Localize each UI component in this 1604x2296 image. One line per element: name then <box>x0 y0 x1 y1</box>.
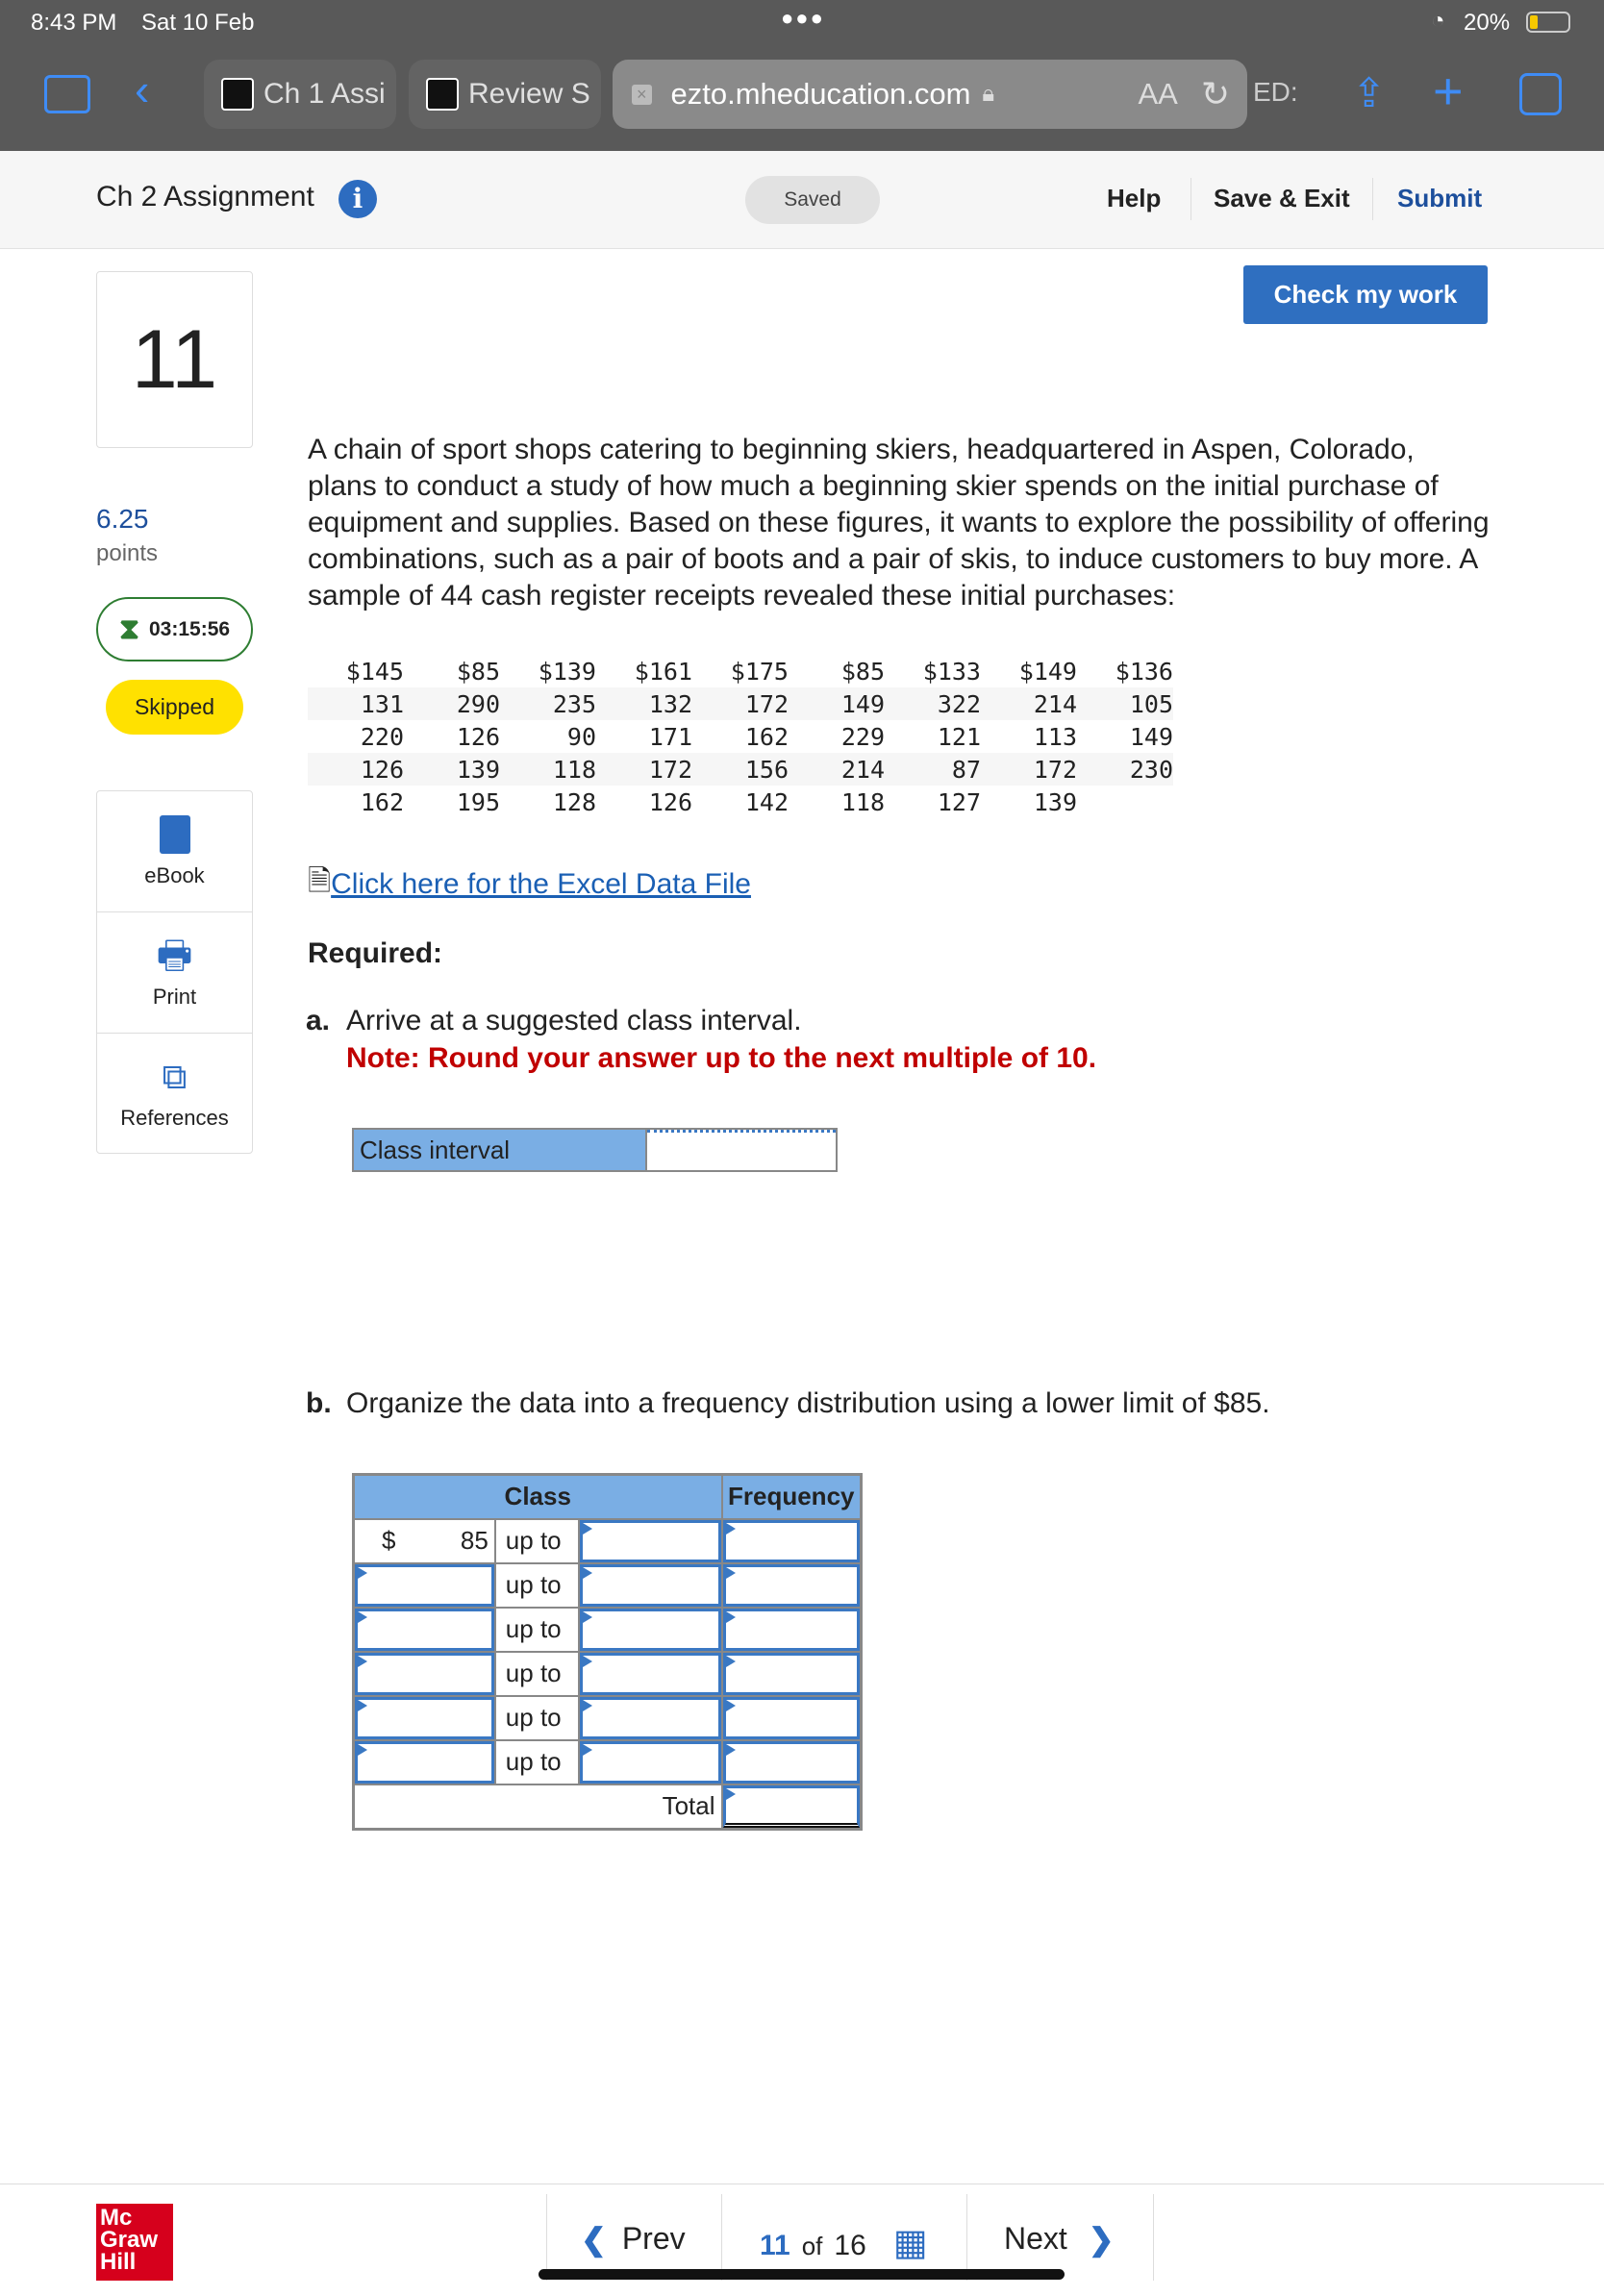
class-interval-input[interactable] <box>647 1130 836 1170</box>
back-icon[interactable]: ‹ <box>135 64 150 114</box>
of-label: of <box>801 2232 823 2260</box>
data-cell: 118 <box>840 787 885 816</box>
reload-icon[interactable]: ↻ <box>1200 74 1230 113</box>
data-cell: 162 <box>744 722 789 751</box>
tabs-overview-icon[interactable] <box>1519 73 1562 115</box>
battery-icon <box>1526 12 1570 33</box>
data-cell: $85 <box>456 657 500 686</box>
up-to-label: up to <box>495 1696 579 1740</box>
data-row <box>308 720 1173 753</box>
header-frequency: Frequency <box>722 1475 862 1519</box>
new-tab-icon[interactable]: + <box>1433 62 1464 120</box>
frequency-input[interactable] <box>723 1564 861 1607</box>
lower-limit-input[interactable] <box>355 1564 494 1607</box>
lower-limit-input[interactable] <box>355 1697 494 1739</box>
status-time: 8:43 PM <box>31 10 117 36</box>
total-label: Total <box>354 1784 722 1830</box>
data-cell: 290 <box>456 689 500 718</box>
data-cell: 214 <box>1033 689 1077 718</box>
class-interval-row <box>352 1128 838 1172</box>
chevron-right-icon: ❯ <box>1088 2222 1115 2257</box>
timer <box>96 597 253 661</box>
class-interval-label: Class interval <box>354 1130 647 1170</box>
upper-limit-input[interactable] <box>580 1653 720 1695</box>
lower-limit-value: 85 <box>460 1526 489 1555</box>
data-cell: 87 <box>951 755 981 784</box>
app-chart-icon <box>221 78 254 111</box>
divider <box>721 2194 722 2281</box>
data-cell: $145 <box>345 657 404 686</box>
data-cell: 131 <box>360 689 404 718</box>
dollar-sign: $ <box>382 1526 396 1555</box>
prev-button[interactable] <box>581 2221 686 2258</box>
data-cell: 90 <box>566 722 596 751</box>
part-b-label: b. <box>306 1387 332 1419</box>
save-exit-link[interactable]: Save & Exit <box>1214 184 1350 212</box>
upper-limit-input[interactable] <box>580 1609 720 1651</box>
question-number: 11 <box>96 271 253 448</box>
saved-badge: Saved <box>745 176 880 224</box>
part-a-note: Note: Round your answer up to the next multiple of 10. <box>346 1042 1097 1074</box>
data-cell: 322 <box>937 689 981 718</box>
data-cell: 118 <box>552 755 596 784</box>
data-cell: 128 <box>552 787 596 816</box>
tab-label: Review S <box>468 78 590 110</box>
total-frequency-input[interactable] <box>723 1785 861 1828</box>
up-to-label: up to <box>495 1563 579 1608</box>
page-title: Ch 2 Assignment <box>96 181 314 212</box>
tool-label: References <box>120 1106 229 1130</box>
data-cell: 156 <box>744 755 789 784</box>
url-text: ezto.mheducation.com <box>670 77 971 111</box>
current-question: 11 <box>760 2230 790 2261</box>
copy-icon: ⧉ <box>162 1057 188 1096</box>
lower-limit-fixed <box>354 1519 495 1563</box>
up-to-label: up to <box>495 1652 579 1696</box>
question-pager[interactable] <box>760 2221 928 2264</box>
divider <box>546 2194 547 2281</box>
tab-label: Ch 1 Assi <box>263 78 386 110</box>
data-cell: 229 <box>840 722 885 751</box>
part-b-text: Organize the data into a frequency distribution using a lower limit of $85. <box>346 1387 1270 1419</box>
data-row <box>308 655 1173 687</box>
printer-icon: 🖶︎ <box>156 934 193 977</box>
home-indicator <box>539 2269 1065 2280</box>
frequency-input[interactable] <box>723 1697 861 1739</box>
tab-ch1[interactable] <box>204 60 396 129</box>
prev-label: Prev <box>621 2221 686 2256</box>
info-icon[interactable]: i <box>338 180 377 218</box>
receipts-data-table <box>308 655 1173 818</box>
frequency-row <box>354 1608 862 1652</box>
ebook-button[interactable] <box>97 791 252 912</box>
up-to-label: up to <box>495 1740 579 1784</box>
help-link[interactable]: Help <box>1107 184 1162 212</box>
data-cell: $149 <box>1018 657 1077 686</box>
frequency-row <box>354 1740 862 1784</box>
tool-label: Print <box>152 984 197 1009</box>
data-cell: 195 <box>456 787 500 816</box>
data-cell: 139 <box>456 755 500 784</box>
header-class: Class <box>354 1475 722 1519</box>
chevron-left-icon: ❮ <box>581 2222 607 2257</box>
frequency-row <box>354 1519 862 1563</box>
excel-file-icon: 🗎 <box>308 865 332 897</box>
part-a-text: Arrive at a suggested class interval. <box>346 1005 802 1036</box>
sidebar-toggle-icon[interactable] <box>44 75 90 113</box>
data-row <box>308 753 1173 786</box>
frequency-input[interactable] <box>723 1653 861 1695</box>
upper-limit-input[interactable] <box>580 1741 720 1784</box>
browser-chrome <box>0 0 1604 151</box>
upper-limit-input[interactable] <box>580 1564 720 1607</box>
data-cell: 126 <box>360 755 404 784</box>
divider <box>1372 178 1373 220</box>
status-date: Sat 10 Feb <box>141 10 255 36</box>
print-button[interactable] <box>97 912 252 1034</box>
data-cell: $139 <box>538 657 596 686</box>
data-cell: 172 <box>1033 755 1077 784</box>
tab-review[interactable] <box>409 60 601 129</box>
upper-limit-input[interactable] <box>580 1520 720 1562</box>
lock-icon: 🔒︎ <box>982 81 995 107</box>
data-cell: 230 <box>1129 755 1173 784</box>
wifi-icon: ◔ <box>1431 8 1445 34</box>
skipped-badge: Skipped <box>106 680 243 735</box>
frequency-input[interactable] <box>723 1609 861 1651</box>
points-label: points <box>96 540 159 566</box>
data-cell: 105 <box>1129 689 1173 718</box>
data-cell: $175 <box>730 657 789 686</box>
data-cell: 172 <box>648 755 692 784</box>
data-cell: 162 <box>360 787 404 816</box>
reader-aa-button[interactable]: AA <box>1138 77 1178 111</box>
data-cell: 220 <box>360 722 404 751</box>
data-cell: $85 <box>840 657 885 686</box>
part-a-label: a. <box>306 1005 331 1036</box>
frequency-table <box>352 1473 863 1831</box>
up-to-label: up to <box>495 1608 579 1652</box>
hourglass-icon: ⧗ <box>118 612 139 645</box>
frequency-row <box>354 1652 862 1696</box>
up-to-label: up to <box>495 1519 579 1563</box>
tools-panel <box>96 790 253 1154</box>
mcgraw-hill-logo: Mc Graw Hill <box>96 2204 173 2281</box>
data-row <box>308 687 1173 720</box>
total-questions: 16 <box>834 2230 866 2261</box>
total-row <box>354 1784 862 1830</box>
data-cell: 149 <box>1129 722 1173 751</box>
battery-percent: 20% <box>1464 10 1511 36</box>
lower-limit-input[interactable] <box>355 1653 494 1695</box>
data-cell: 149 <box>840 689 885 718</box>
grid-icon[interactable]: ▦ <box>892 2223 928 2263</box>
points-value: 6.25 <box>96 504 149 534</box>
app-chart-icon <box>426 78 459 111</box>
tab-partial[interactable]: ED: <box>1253 77 1298 107</box>
excel-link-text[interactable]: Click here for the Excel Data File <box>331 867 751 900</box>
next-label: Next <box>1004 2221 1067 2256</box>
tool-label: eBook <box>144 862 205 887</box>
share-icon[interactable]: ⇪ <box>1352 70 1387 115</box>
close-tab-icon[interactable]: × <box>632 85 652 105</box>
book-icon <box>160 815 190 854</box>
lower-limit-input[interactable] <box>355 1609 494 1651</box>
multitask-dots-icon[interactable]: ●●● <box>781 6 825 30</box>
data-cell: 214 <box>840 755 885 784</box>
data-cell: 235 <box>552 689 596 718</box>
lower-limit-input[interactable] <box>355 1741 494 1784</box>
divider <box>1190 178 1191 220</box>
timer-value: 03:15:56 <box>149 617 231 640</box>
data-cell: 139 <box>1033 787 1077 816</box>
frequency-input[interactable] <box>723 1741 861 1784</box>
data-cell: 142 <box>744 787 789 816</box>
upper-limit-input[interactable] <box>580 1697 720 1739</box>
frequency-input[interactable] <box>723 1520 861 1562</box>
data-cell: 121 <box>937 722 981 751</box>
question-text: A chain of sport shops catering to beginning skiers, headquartered in Aspen, Colorado, plans to conduct a study of how much a beginning skier spends on the initial purchase of equipment and supplies. Based on these figures, it wants to explore the possibility of offering combinations, such as a pair of boots and a pair of skis, to induce customers to buy more. A sample of 44 cash register receipts revealed these initial purchases: <box>308 434 1490 611</box>
data-cell: $136 <box>1115 657 1173 686</box>
submit-link[interactable]: Submit <box>1397 184 1483 212</box>
frequency-row <box>354 1696 862 1740</box>
data-cell: 126 <box>456 722 500 751</box>
data-cell <box>1077 786 1173 818</box>
data-cell: 113 <box>1033 722 1077 751</box>
excel-link[interactable] <box>308 860 751 909</box>
data-cell: 132 <box>648 689 692 718</box>
divider <box>966 2194 967 2281</box>
data-cell: 127 <box>937 787 981 816</box>
check-my-work-button[interactable]: Check my work <box>1243 265 1488 324</box>
divider <box>1153 2194 1154 2281</box>
data-cell: 172 <box>744 689 789 718</box>
data-cell: 126 <box>648 787 692 816</box>
data-cell: 171 <box>648 722 692 751</box>
data-row <box>308 786 1173 818</box>
data-cell: $133 <box>922 657 981 686</box>
frequency-row <box>354 1563 862 1608</box>
references-button[interactable] <box>97 1034 252 1155</box>
next-button[interactable] <box>1004 2221 1115 2258</box>
required-heading: Required: <box>308 937 443 969</box>
address-bar[interactable] <box>613 60 1247 129</box>
data-cell: $161 <box>634 657 692 686</box>
